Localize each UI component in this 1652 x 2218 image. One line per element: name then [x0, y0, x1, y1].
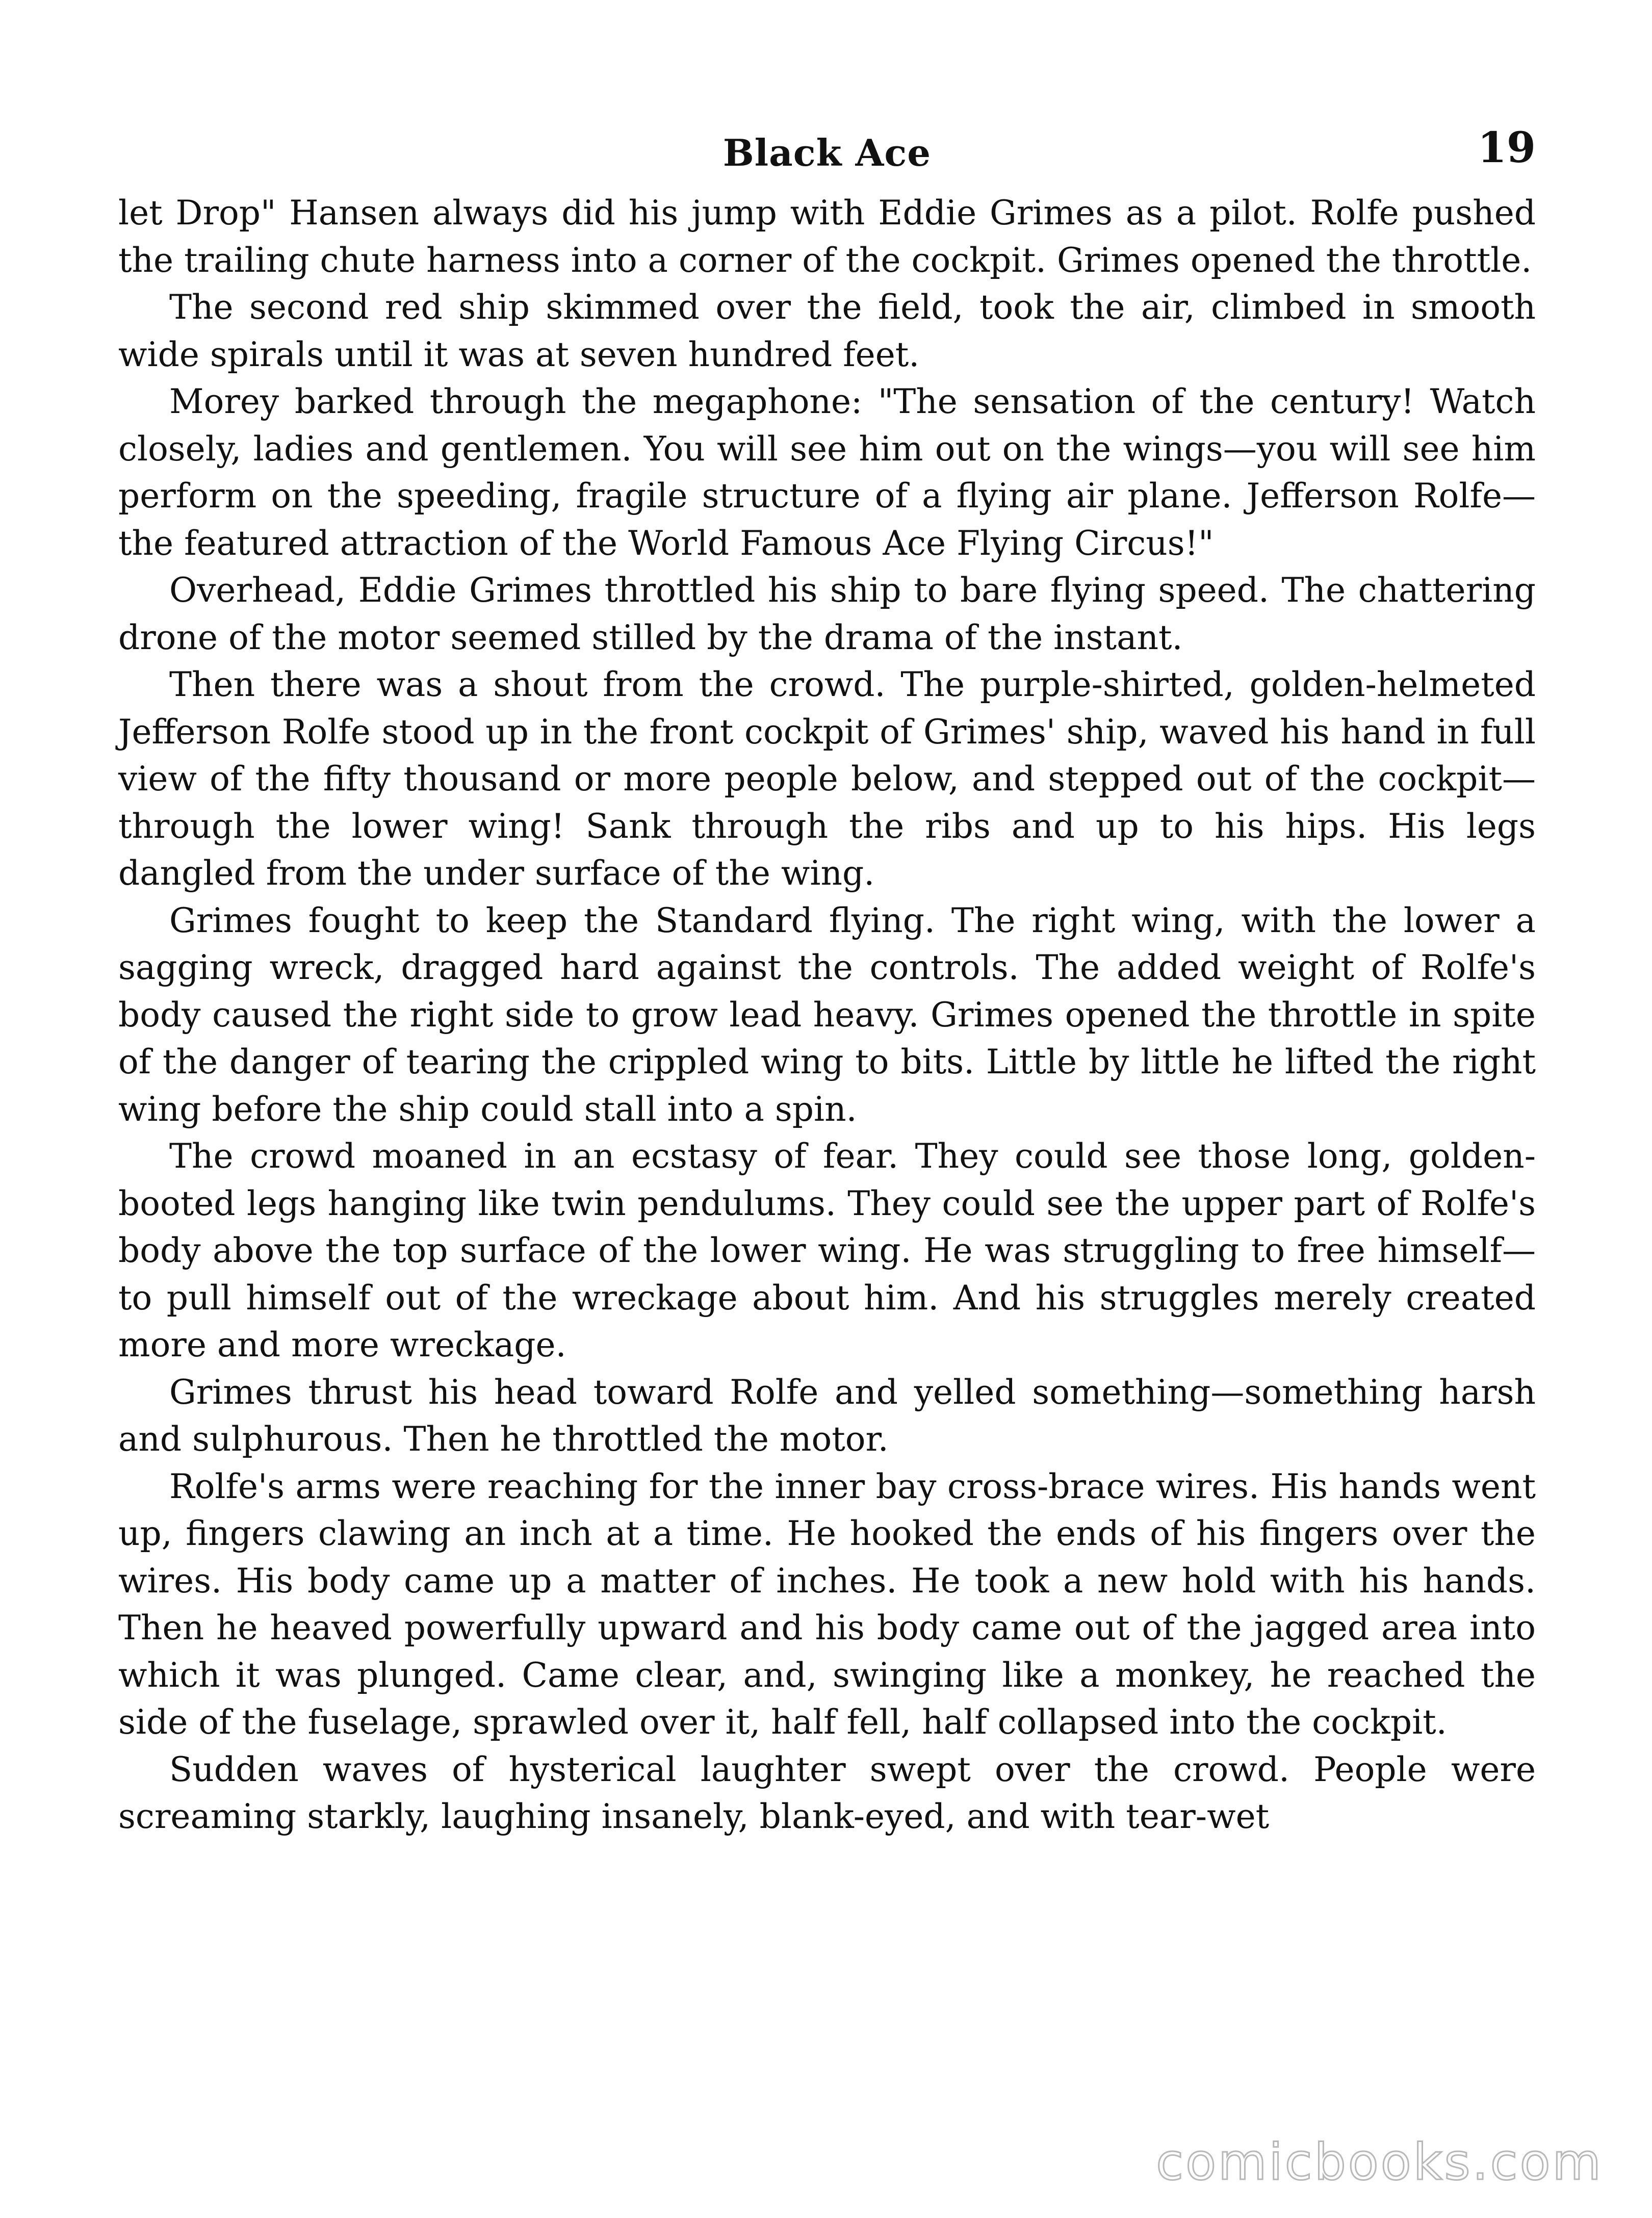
- paragraph: Rolfe's arms were reaching for the inner bay cross-brace wires. His hands went up, fingers clawing an inch at a time. He hooked the ends of his fingers over the wires. His body came up a matter of inches. He took a new hold with his hands. Then he heaved powerfully upward and his body came out of the jagged area into which it was plunged. Came clear, and, swinging like a monkey, he reached the side of the fuselage, sprawled over it, half fell, half collapsed into the cockpit.: [118, 1466, 1536, 1742]
- paragraph: let Drop" Hansen always did his jump with Eddie Grimes as a pilot. Rolfe pushed the trailing chute harness into a corner of the cockpit. Grimes opened the throttle.: [118, 193, 1536, 280]
- paragraph: The crowd moaned in an ecstasy of fear. They could see those long, golden-booted legs hanging like twin pendulums. They could see the upper part of Rolfe's body above the top surface of the lower wing. He was struggling to free himself—to pull himself out of the wreckage about him. And his struggles merely created more and more wreckage.: [118, 1137, 1536, 1364]
- paragraph: Sudden waves of hysterical laughter swept over the crowd. People were screaming starkly, laughing insanely, blank-eyed, and with tear-wet: [118, 1749, 1536, 1836]
- paragraph: Then there was a shout from the crowd. The purple-shirted, golden-helmeted Jefferson Rolfe stood up in the front cockpit of Grimes' ship, waved his hand in full view of the fifty thousand or more people below, and stepped out of the cockpit—through the lower wing! Sank through the ribs and up to his hips. His legs dangled from the under surface of the wing.: [118, 665, 1536, 893]
- paragraph: Overhead, Eddie Grimes throttled his ship to bare flying speed. The chattering drone of the motor seemed stilled by the drama of the instant.: [118, 571, 1536, 657]
- page-header: [118, 117, 1536, 184]
- watermark: comicbooks.com: [1156, 2133, 1603, 2191]
- body-text: [118, 190, 1536, 1841]
- page-number: 19: [1477, 123, 1536, 172]
- paragraph: Morey barked through the megaphone: "The sensation of the century! Watch closely, ladies and gentlemen. You will see him out on the wings—you will see him perform on the speeding, fragile structure of a flying air plane. Jefferson Rolfe—the featured attraction of the World Famous Ace Flying Circus!": [118, 382, 1536, 563]
- paragraph: Grimes thrust his head toward Rolfe and yelled something—something harsh and sulphurous. Then he throttled the motor.: [118, 1372, 1536, 1459]
- paragraph: The second red ship skimmed over the field, took the air, climbed in smooth wide spirals until it was at seven hundred feet.: [118, 288, 1536, 374]
- running-title: Black Ace: [722, 131, 932, 174]
- paragraph: Grimes fought to keep the Standard flying. The right wing, with the lower a sagging wreck, dragged hard against the controls. The added weight of Rolfe's body caused the right side to grow lead heavy. Grimes opened the throttle in spite of the danger of tearing the crippled wing to bits. Little by little he lifted the right wing before the ship could stall into a spin.: [118, 900, 1536, 1129]
